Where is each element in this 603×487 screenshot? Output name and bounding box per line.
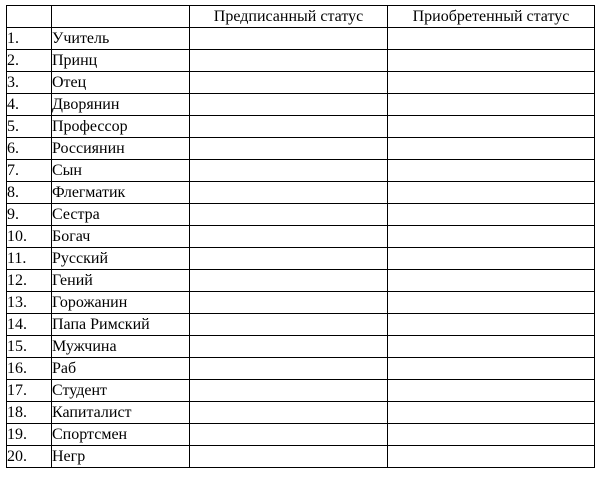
acquired-status-cell[interactable]: [388, 116, 595, 138]
row-number: 1.: [7, 28, 52, 50]
table-row: [7, 138, 595, 160]
acquired-status-cell[interactable]: [388, 94, 595, 116]
acquired-status-cell[interactable]: [388, 402, 595, 424]
prescribed-status-cell[interactable]: [190, 204, 388, 226]
row-number: 15.: [7, 336, 52, 358]
prescribed-status-cell[interactable]: [190, 28, 388, 50]
table-row: [7, 380, 595, 402]
prescribed-status-cell[interactable]: [190, 336, 388, 358]
row-number: 7.: [7, 160, 52, 182]
row-number: 3.: [7, 72, 52, 94]
row-term: Горожанин: [52, 292, 190, 314]
table-row: [7, 72, 595, 94]
row-number: 13.: [7, 292, 52, 314]
acquired-status-cell[interactable]: [388, 28, 595, 50]
row-term: Папа Римский: [52, 314, 190, 336]
row-term: Русский: [52, 248, 190, 270]
prescribed-status-cell[interactable]: [190, 116, 388, 138]
row-term: Отец: [52, 72, 190, 94]
acquired-status-cell[interactable]: [388, 336, 595, 358]
header-prescribed-status: Предписанный статус: [190, 6, 388, 28]
acquired-status-cell[interactable]: [388, 226, 595, 248]
row-number: 18.: [7, 402, 52, 424]
row-number: 11.: [7, 248, 52, 270]
table-row: [7, 424, 595, 446]
prescribed-status-cell[interactable]: [190, 94, 388, 116]
prescribed-status-cell[interactable]: [190, 424, 388, 446]
table-header-row: [7, 6, 595, 28]
table-row: [7, 204, 595, 226]
table-row: [7, 50, 595, 72]
table-row: [7, 226, 595, 248]
table-row: [7, 182, 595, 204]
prescribed-status-cell[interactable]: [190, 248, 388, 270]
row-term: Раб: [52, 358, 190, 380]
row-number: 5.: [7, 116, 52, 138]
acquired-status-cell[interactable]: [388, 270, 595, 292]
row-number: 19.: [7, 424, 52, 446]
prescribed-status-cell[interactable]: [190, 292, 388, 314]
acquired-status-cell[interactable]: [388, 138, 595, 160]
row-number: 10.: [7, 226, 52, 248]
acquired-status-cell[interactable]: [388, 204, 595, 226]
row-number: 17.: [7, 380, 52, 402]
acquired-status-cell[interactable]: [388, 292, 595, 314]
row-term: Богач: [52, 226, 190, 248]
acquired-status-cell[interactable]: [388, 182, 595, 204]
table-row: [7, 314, 595, 336]
prescribed-status-cell[interactable]: [190, 160, 388, 182]
acquired-status-cell[interactable]: [388, 160, 595, 182]
row-term: Россиянин: [52, 138, 190, 160]
table-row: [7, 358, 595, 380]
acquired-status-cell[interactable]: [388, 314, 595, 336]
row-term: Мужчина: [52, 336, 190, 358]
table-row: [7, 116, 595, 138]
row-term: Сын: [52, 160, 190, 182]
header-term: [52, 6, 190, 28]
table-row: [7, 402, 595, 424]
row-number: 9.: [7, 204, 52, 226]
prescribed-status-cell[interactable]: [190, 226, 388, 248]
table-row: [7, 160, 595, 182]
acquired-status-cell[interactable]: [388, 248, 595, 270]
table-row: [7, 94, 595, 116]
table-row: [7, 248, 595, 270]
prescribed-status-cell[interactable]: [190, 402, 388, 424]
acquired-status-cell[interactable]: [388, 446, 595, 468]
acquired-status-cell[interactable]: [388, 72, 595, 94]
prescribed-status-cell[interactable]: [190, 358, 388, 380]
row-number: 6.: [7, 138, 52, 160]
row-term: Дворянин: [52, 94, 190, 116]
table-row: [7, 446, 595, 468]
acquired-status-cell[interactable]: [388, 380, 595, 402]
acquired-status-cell[interactable]: [388, 50, 595, 72]
table-row: [7, 28, 595, 50]
row-term: Принц: [52, 50, 190, 72]
prescribed-status-cell[interactable]: [190, 380, 388, 402]
row-term: Гений: [52, 270, 190, 292]
row-number: 14.: [7, 314, 52, 336]
row-term: Сестра: [52, 204, 190, 226]
prescribed-status-cell[interactable]: [190, 446, 388, 468]
acquired-status-cell[interactable]: [388, 358, 595, 380]
table-row: [7, 336, 595, 358]
row-term: Капиталист: [52, 402, 190, 424]
table-row: [7, 270, 595, 292]
row-term: Негр: [52, 446, 190, 468]
prescribed-status-cell[interactable]: [190, 50, 388, 72]
acquired-status-cell[interactable]: [388, 424, 595, 446]
prescribed-status-cell[interactable]: [190, 182, 388, 204]
table-row: [7, 292, 595, 314]
row-term: Студент: [52, 380, 190, 402]
prescribed-status-cell[interactable]: [190, 72, 388, 94]
row-term: Флегматик: [52, 182, 190, 204]
prescribed-status-cell[interactable]: [190, 270, 388, 292]
table-body: [7, 28, 595, 468]
header-acquired-status: Приобретенный статус: [388, 6, 595, 28]
row-number: 2.: [7, 50, 52, 72]
prescribed-status-cell[interactable]: [190, 314, 388, 336]
row-number: 4.: [7, 94, 52, 116]
row-number: 12.: [7, 270, 52, 292]
row-number: 8.: [7, 182, 52, 204]
row-term: Учитель: [52, 28, 190, 50]
row-term: Профессор: [52, 116, 190, 138]
row-number: 20.: [7, 446, 52, 468]
prescribed-status-cell[interactable]: [190, 138, 388, 160]
status-classification-table: [6, 5, 595, 468]
row-number: 16.: [7, 358, 52, 380]
header-number: [7, 6, 52, 28]
row-term: Спортсмен: [52, 424, 190, 446]
